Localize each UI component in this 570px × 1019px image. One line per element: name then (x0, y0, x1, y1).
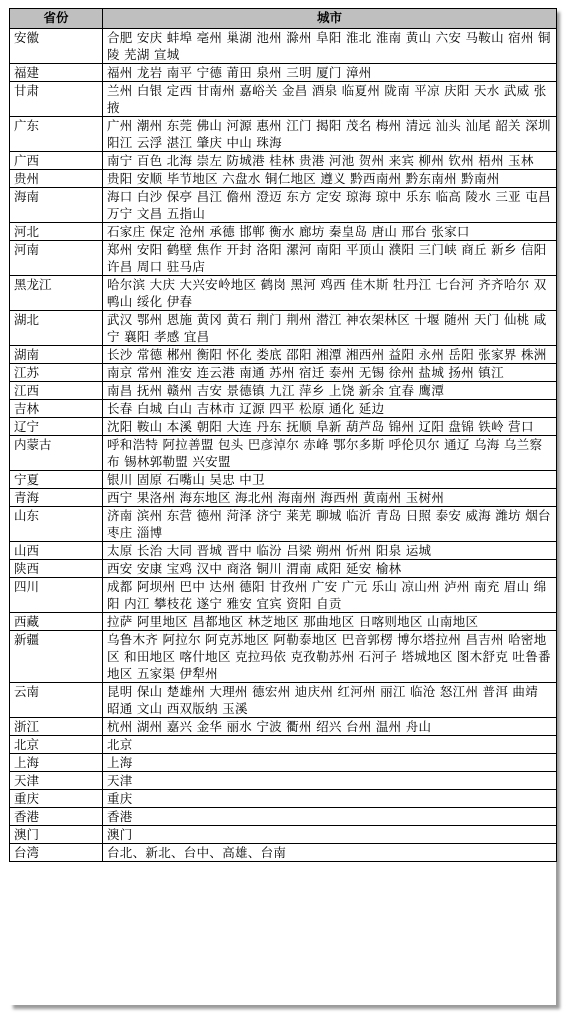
cities-cell: 太原 长治 大同 晋城 晋中 临汾 吕梁 朔州 忻州 阳泉 运城 (103, 542, 557, 560)
cities-cell: 长春 白城 白山 吉林市 辽源 四平 松原 通化 延边 (103, 400, 557, 418)
province-cell: 上海 (10, 754, 103, 772)
table-row (10, 400, 557, 418)
province-cell: 江西 (10, 382, 103, 400)
province-cell: 青海 (10, 489, 103, 507)
cities-cell: 长沙 常德 郴州 衡阳 怀化 娄底 邵阳 湘潭 湘西州 益阳 永州 岳阳 张家界 株洲 (103, 346, 557, 364)
table-row (10, 560, 557, 578)
cities-cell: 澳门 (103, 826, 557, 844)
cities-cell: 武汉 鄂州 恩施 黄冈 黄石 荆门 荆州 潜江 神农架林区 十堰 随州 天门 仙桃 咸宁 襄阳 孝感 宜昌 (103, 311, 557, 346)
province-cell: 福建 (10, 64, 103, 82)
cities-cell: 上海 (103, 754, 557, 772)
province-cell: 香港 (10, 808, 103, 826)
table-row (10, 276, 557, 311)
cities-cell: 呼和浩特 阿拉善盟 包头 巴彦淖尔 赤峰 鄂尔多斯 呼伦贝尔 通辽 乌海 乌兰察布 锡林郭勒盟 兴安盟 (103, 436, 557, 471)
province-cell: 广东 (10, 117, 103, 152)
table-row (10, 790, 557, 808)
cities-cell: 济南 滨州 东营 德州 菏泽 济宁 莱芜 聊城 临沂 青岛 日照 泰安 威海 潍坊 烟台 枣庄 淄博 (103, 507, 557, 542)
table-row (10, 808, 557, 826)
province-cell: 浙江 (10, 718, 103, 736)
table-row (10, 631, 557, 683)
table-row (10, 241, 557, 276)
province-cell: 陕西 (10, 560, 103, 578)
cities-cell: 成都 阿坝州 巴中 达州 德阳 甘孜州 广安 广元 乐山 凉山州 泸州 南充 眉山 绵阳 内江 攀枝花 遂宁 雅安 宜宾 资阳 自贡 (103, 578, 557, 613)
province-cell: 黑龙江 (10, 276, 103, 311)
cities-cell: 西安 安康 宝鸡 汉中 商洛 铜川 渭南 咸阳 延安 榆林 (103, 560, 557, 578)
province-cell: 江苏 (10, 364, 103, 382)
table-row (10, 170, 557, 188)
table-row (10, 436, 557, 471)
cities-cell: 广州 潮州 东莞 佛山 河源 惠州 江门 揭阳 茂名 梅州 清远 汕头 汕尾 韶关 深圳 阳江 云浮 湛江 肇庆 中山 珠海 (103, 117, 557, 152)
table-row (10, 772, 557, 790)
province-cell: 海南 (10, 188, 103, 223)
table-row (10, 578, 557, 613)
cities-cell: 重庆 (103, 790, 557, 808)
header-cities: 城市 (103, 9, 557, 29)
table-row (10, 382, 557, 400)
province-cell: 湖北 (10, 311, 103, 346)
table-row (10, 489, 557, 507)
province-cell: 澳门 (10, 826, 103, 844)
cities-cell: 南昌 抚州 赣州 吉安 景德镇 九江 萍乡 上饶 新余 宜春 鹰潭 (103, 382, 557, 400)
table-row (10, 844, 557, 862)
table-row (10, 223, 557, 241)
province-cell: 西藏 (10, 613, 103, 631)
cities-cell: 福州 龙岩 南平 宁德 莆田 泉州 三明 厦门 漳州 (103, 64, 557, 82)
table-row (10, 683, 557, 718)
table-row (10, 718, 557, 736)
province-cell: 贵州 (10, 170, 103, 188)
table-row (10, 542, 557, 560)
table-row (10, 418, 557, 436)
cities-cell: 海口 白沙 保亭 昌江 儋州 澄迈 东方 定安 琼海 琼中 乐东 临高 陵水 三亚 屯昌 万宁 文昌 五指山 (103, 188, 557, 223)
table-row (10, 507, 557, 542)
table-row (10, 613, 557, 631)
cities-cell: 西宁 果洛州 海东地区 海北州 海南州 海西州 黄南州 玉树州 (103, 489, 557, 507)
header-province: 省份 (10, 9, 103, 29)
table-row (10, 364, 557, 382)
cities-cell: 台北、新北、台中、高雄、台南 (103, 844, 557, 862)
table-row (10, 152, 557, 170)
cities-cell: 沈阳 鞍山 本溪 朝阳 大连 丹东 抚顺 阜新 葫芦岛 锦州 辽阳 盘锦 铁岭 营口 (103, 418, 557, 436)
province-cell: 湖南 (10, 346, 103, 364)
cities-cell: 哈尔滨 大庆 大兴安岭地区 鹤岗 黑河 鸡西 佳木斯 牡丹江 七台河 齐齐哈尔 双鸭山 绥化 伊春 (103, 276, 557, 311)
cities-cell: 石家庄 保定 沧州 承德 邯郸 衡水 廊坊 秦皇岛 唐山 邢台 张家口 (103, 223, 557, 241)
table-row (10, 826, 557, 844)
province-city-table (9, 8, 557, 862)
cities-cell: 贵阳 安顺 毕节地区 六盘水 铜仁地区 遵义 黔西南州 黔东南州 黔南州 (103, 170, 557, 188)
table-header-row (10, 9, 557, 29)
province-cell: 北京 (10, 736, 103, 754)
table-row (10, 117, 557, 152)
table-row (10, 346, 557, 364)
province-cell: 吉林 (10, 400, 103, 418)
province-cell: 广西 (10, 152, 103, 170)
cities-cell: 香港 (103, 808, 557, 826)
cities-cell: 郑州 安阳 鹤壁 焦作 开封 洛阳 漯河 南阳 平顶山 濮阳 三门峡 商丘 新乡 信阳 许昌 周口 驻马店 (103, 241, 557, 276)
table-row (10, 82, 557, 117)
table-row (10, 188, 557, 223)
province-cell: 河北 (10, 223, 103, 241)
table-row (10, 754, 557, 772)
province-cell: 台湾 (10, 844, 103, 862)
province-cell: 山西 (10, 542, 103, 560)
cities-cell: 银川 固原 石嘴山 吴忠 中卫 (103, 471, 557, 489)
province-cell: 云南 (10, 683, 103, 718)
province-cell: 山东 (10, 507, 103, 542)
cities-cell: 拉萨 阿里地区 昌都地区 林芝地区 那曲地区 日喀则地区 山南地区 (103, 613, 557, 631)
table-row (10, 736, 557, 754)
table-row (10, 64, 557, 82)
table-row (10, 471, 557, 489)
province-cell: 新疆 (10, 631, 103, 683)
cities-cell: 乌鲁木齐 阿拉尔 阿克苏地区 阿勒泰地区 巴音郭楞 博尔塔拉州 昌吉州 哈密地区 和田地区 喀什地区 克拉玛依 克孜勒苏州 石河子 塔城地区 图木舒克 吐鲁番地区 五家渠 伊犁州 (103, 631, 557, 683)
cities-cell: 北京 (103, 736, 557, 754)
table-row (10, 29, 557, 64)
province-cell: 重庆 (10, 790, 103, 808)
cities-cell: 南京 常州 淮安 连云港 南通 苏州 宿迁 泰州 无锡 徐州 盐城 扬州 镇江 (103, 364, 557, 382)
cities-cell: 杭州 湖州 嘉兴 金华 丽水 宁波 衢州 绍兴 台州 温州 舟山 (103, 718, 557, 736)
cities-cell: 昆明 保山 楚雄州 大理州 德宏州 迪庆州 红河州 丽江 临沧 怒江州 普洱 曲靖 昭通 文山 西双版纳 玉溪 (103, 683, 557, 718)
province-cell: 宁夏 (10, 471, 103, 489)
cities-cell: 南宁 百色 北海 崇左 防城港 桂林 贵港 河池 贺州 来宾 柳州 钦州 梧州 玉林 (103, 152, 557, 170)
province-cell: 河南 (10, 241, 103, 276)
province-cell: 辽宁 (10, 418, 103, 436)
province-cell: 内蒙古 (10, 436, 103, 471)
table-row (10, 311, 557, 346)
cities-cell: 兰州 白银 定西 甘南州 嘉峪关 金昌 酒泉 临夏州 陇南 平凉 庆阳 天水 武威 张掖 (103, 82, 557, 117)
province-cell: 甘肃 (10, 82, 103, 117)
province-cell: 安徽 (10, 29, 103, 64)
cities-cell: 天津 (103, 772, 557, 790)
province-cell: 四川 (10, 578, 103, 613)
cities-cell: 合肥 安庆 蚌埠 亳州 巢湖 池州 滁州 阜阳 淮北 淮南 黄山 六安 马鞍山 宿州 铜陵 芜湖 宣城 (103, 29, 557, 64)
province-cell: 天津 (10, 772, 103, 790)
